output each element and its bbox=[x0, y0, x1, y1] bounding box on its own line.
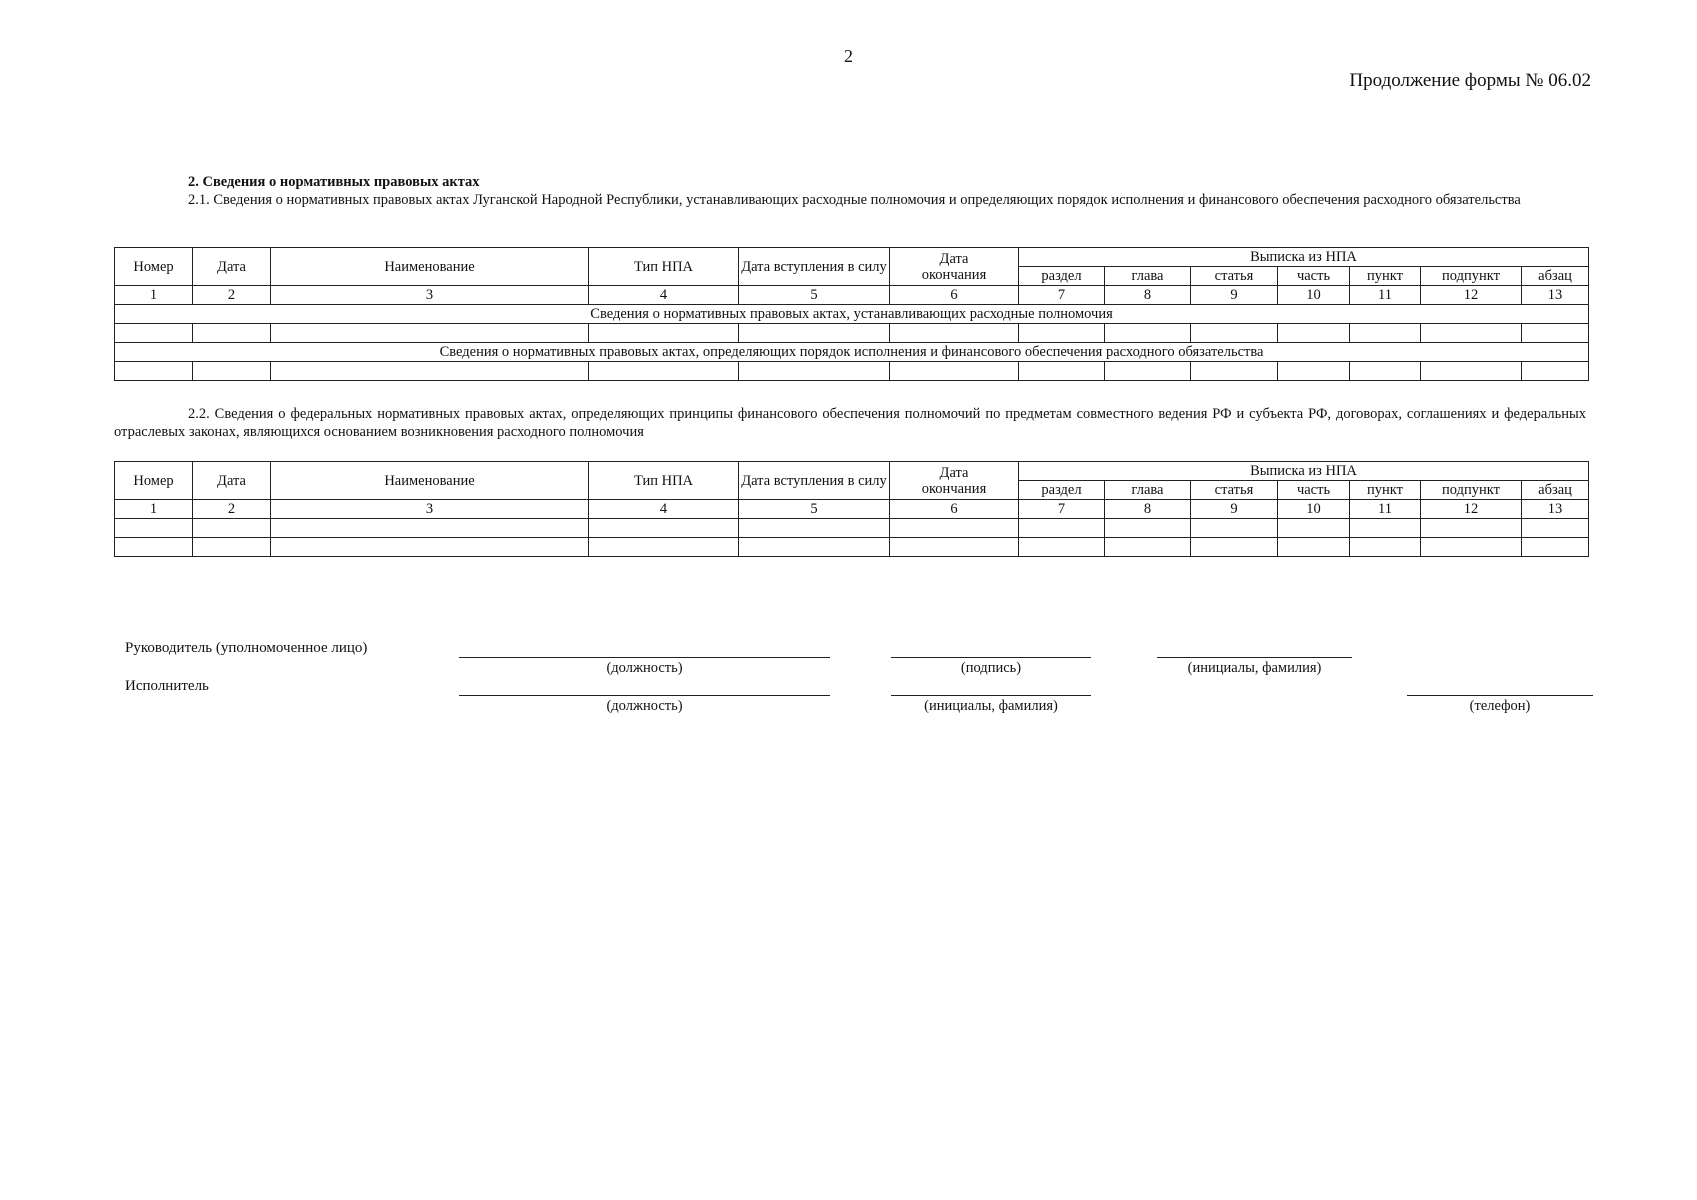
column-numbers-row bbox=[115, 286, 1589, 305]
head-label: Руководитель (уполномоченное лицо) bbox=[125, 640, 368, 656]
form-continuation: Продолжение формы № 06.02 bbox=[1349, 70, 1591, 91]
col-number: 1 bbox=[115, 500, 193, 519]
header-part: часть bbox=[1278, 481, 1350, 500]
col-number: 12 bbox=[1421, 286, 1522, 305]
header-number: Номер bbox=[115, 462, 193, 500]
col-number: 10 bbox=[1278, 500, 1350, 519]
section-title: 2. Сведения о нормативных правовых актах bbox=[188, 174, 480, 190]
header-extract: Выписка из НПА bbox=[1019, 248, 1589, 267]
header-paragraph: абзац bbox=[1522, 481, 1589, 500]
col-number: 9 bbox=[1191, 286, 1278, 305]
npa-table-regional bbox=[114, 247, 1589, 381]
col-number: 13 bbox=[1522, 286, 1589, 305]
table-section-row: Сведения о нормативных правовых актах, определяющих порядок исполнения и финансового обеспечения расходного обязательства bbox=[115, 343, 1589, 362]
header-end-date: Дата окончания bbox=[890, 248, 1019, 286]
position-caption: (должность) bbox=[606, 660, 683, 676]
col-number: 9 bbox=[1191, 500, 1278, 519]
table-section-row: Сведения о нормативных правовых актах, устанавливающих расходные полномочия bbox=[115, 305, 1589, 324]
table-row bbox=[115, 324, 1589, 343]
header-type: Тип НПА bbox=[589, 248, 739, 286]
header-paragraph: абзац bbox=[1522, 267, 1589, 286]
header-subpoint: подпункт bbox=[1421, 267, 1522, 286]
header-point: пункт bbox=[1350, 481, 1421, 500]
header-effective-date: Дата вступления в силу bbox=[739, 248, 890, 286]
header-name: Наименование bbox=[271, 248, 589, 286]
header-date: Дата bbox=[193, 462, 271, 500]
col-number: 11 bbox=[1350, 500, 1421, 519]
column-numbers-row bbox=[115, 500, 1589, 519]
col-number: 3 bbox=[271, 286, 589, 305]
header-extract: Выписка из НПА bbox=[1019, 462, 1589, 481]
executor-phone-line[interactable] bbox=[1407, 695, 1593, 696]
col-number: 12 bbox=[1421, 500, 1522, 519]
col-number: 13 bbox=[1522, 500, 1589, 519]
header-date: Дата bbox=[193, 248, 271, 286]
col-number: 7 bbox=[1019, 286, 1105, 305]
executor-label: Исполнитель bbox=[125, 678, 209, 694]
col-number: 7 bbox=[1019, 500, 1105, 519]
paragraph-2-1: 2.1. Сведения о нормативных правовых актах Луганской Народной Республики, устанавливающих расходные полномочия и определяющих порядок исполнения и финансового обеспечения расходного обязательства bbox=[188, 192, 1521, 208]
col-number: 6 bbox=[890, 286, 1019, 305]
header-section: раздел bbox=[1019, 481, 1105, 500]
col-number: 2 bbox=[193, 286, 271, 305]
npa-table-federal bbox=[114, 461, 1589, 557]
header-name: Наименование bbox=[271, 462, 589, 500]
col-number: 5 bbox=[739, 286, 890, 305]
signature-caption: (подпись) bbox=[960, 660, 1022, 676]
header-subpoint: подпункт bbox=[1421, 481, 1522, 500]
page-number: 2 bbox=[844, 46, 853, 66]
header-article: статья bbox=[1191, 267, 1278, 286]
table-row bbox=[115, 519, 1589, 538]
col-number: 8 bbox=[1105, 500, 1191, 519]
col-number: 2 bbox=[193, 500, 271, 519]
paragraph-2-2: 2.2. Сведения о федеральных нормативных правовых актах, определяющих принципы финансового обеспечения полномочий по предметам совместного ведения РФ и субъекта РФ, договорах, соглашениях и федеральных отраслевых законах, являющихся основанием возникновения расходного полномочия bbox=[114, 406, 1586, 440]
initials-caption: (инициалы, фамилия) bbox=[1187, 660, 1322, 676]
table-row bbox=[115, 538, 1589, 557]
table-row bbox=[115, 362, 1589, 381]
header-number: Номер bbox=[115, 248, 193, 286]
phone-caption: (телефон) bbox=[1469, 698, 1531, 714]
header-chapter: глава bbox=[1105, 481, 1191, 500]
initials-caption: (инициалы, фамилия) bbox=[924, 698, 1058, 714]
head-signature-line[interactable] bbox=[891, 657, 1091, 658]
col-number: 8 bbox=[1105, 286, 1191, 305]
header-section: раздел bbox=[1019, 267, 1105, 286]
col-number: 4 bbox=[589, 500, 739, 519]
header-part: часть bbox=[1278, 267, 1350, 286]
head-position-line[interactable] bbox=[459, 657, 830, 658]
col-number: 3 bbox=[271, 500, 589, 519]
header-chapter: глава bbox=[1105, 267, 1191, 286]
head-initials-line[interactable] bbox=[1157, 657, 1352, 658]
header-article: статья bbox=[1191, 481, 1278, 500]
header-point: пункт bbox=[1350, 267, 1421, 286]
col-number: 4 bbox=[589, 286, 739, 305]
header-type: Тип НПА bbox=[589, 462, 739, 500]
col-number: 1 bbox=[115, 286, 193, 305]
executor-position-line[interactable] bbox=[459, 695, 830, 696]
position-caption: (должность) bbox=[606, 698, 683, 714]
col-number: 6 bbox=[890, 500, 1019, 519]
col-number: 5 bbox=[739, 500, 890, 519]
executor-initials-line[interactable] bbox=[891, 695, 1091, 696]
col-number: 11 bbox=[1350, 286, 1421, 305]
header-effective-date: Дата вступления в силу bbox=[739, 462, 890, 500]
col-number: 10 bbox=[1278, 286, 1350, 305]
header-end-date: Дата окончания bbox=[890, 462, 1019, 500]
